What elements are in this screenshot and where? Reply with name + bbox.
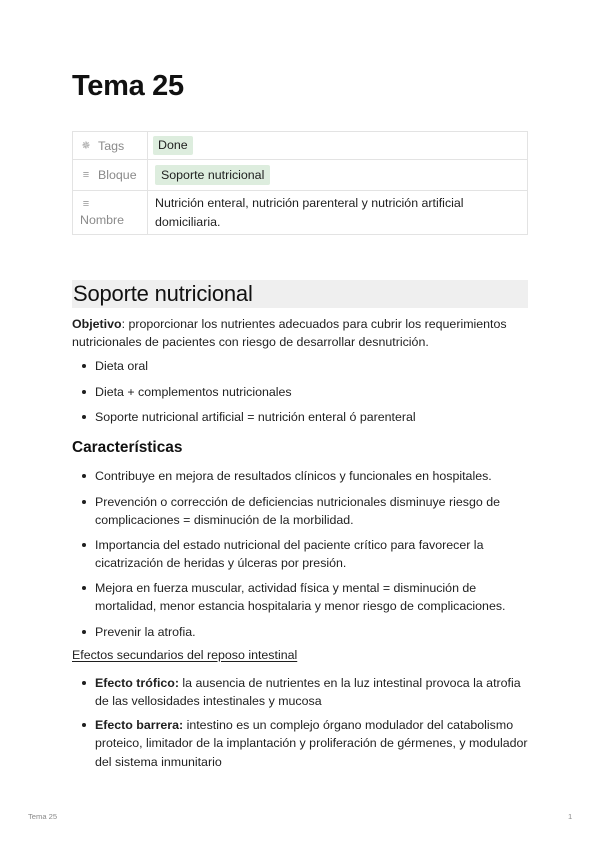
list-item: Prevención o corrección de deficiencias nutricionales disminuye riesgo de complicaciones = disminución de la morbilidad. [95,493,535,530]
list-item [95,716,535,771]
text-icon: ≡ [82,197,90,210]
property-key-bloque: Bloque [98,168,137,182]
objective-label: Objetivo [72,317,122,331]
list-icon: ≡ [82,169,90,181]
list-item: Soporte nutricional artificial = nutrición enteral ó parenteral [95,408,535,426]
status-tag-done[interactable]: Done [153,136,193,154]
property-value-nombre: Nutrición enteral, nutrición parenteral y nutrición artificial domiciliaria. [148,191,528,235]
property-key-nombre: Nombre [80,212,125,227]
footer-title: Tema 25 [28,812,58,821]
loader-icon: ✵ [81,140,91,152]
list-item: Dieta + complementos nutricionales [95,383,535,401]
effect-text: la ausencia de nutrientes en la luz intestinal provoca la atrofia de las vellosidades intestinales y mucosa [95,676,521,709]
bloque-tag[interactable]: Soporte nutricional [155,165,270,185]
list-item: Importancia del estado nutricional del paciente crítico para favorecer la cicatrización de heridas y úlceras por presión. [95,536,535,573]
section-heading: Soporte nutricional [72,280,528,308]
list-item [95,674,535,711]
list-item: Prevenir la atrofia. [95,623,535,641]
list-item: Dieta oral [95,357,535,375]
effect-text: intestino es un complejo órgano modulador del catabolismo proteico, limitador de la implantación y proliferación de gérmenes, y modulador del sistema inmunitario [95,718,528,769]
effect-label: Efecto barrera: [95,718,184,732]
objective-text: : proporcionar los nutrientes adecuados para cubrir los requerimientos nutricionales de pacientes con riesgo de desarrollar desnutrición. [72,317,507,350]
effect-label: Efecto trófico: [95,676,179,690]
list-item: Contribuye en mejora de resultados clínicos y funcionales en hospitales. [95,467,535,485]
characteristics-heading: Características [72,439,183,456]
property-row-tags [73,132,528,160]
page-title: Tema 25 [72,70,184,102]
side-effects-heading: Efectos secundarios del reposo intestinal [72,648,298,662]
property-row-nombre [73,191,528,235]
list-item: Mejora en fuerza muscular, actividad física y mental = disminución de mortalidad, menor estancia hospitalaria y menor riesgo de complicaciones. [95,579,535,616]
property-row-bloque [73,160,528,191]
property-key-tags: Tags [98,138,125,153]
properties-table [72,131,528,235]
page-number: 1 [568,812,573,821]
objective-paragraph [72,315,528,352]
